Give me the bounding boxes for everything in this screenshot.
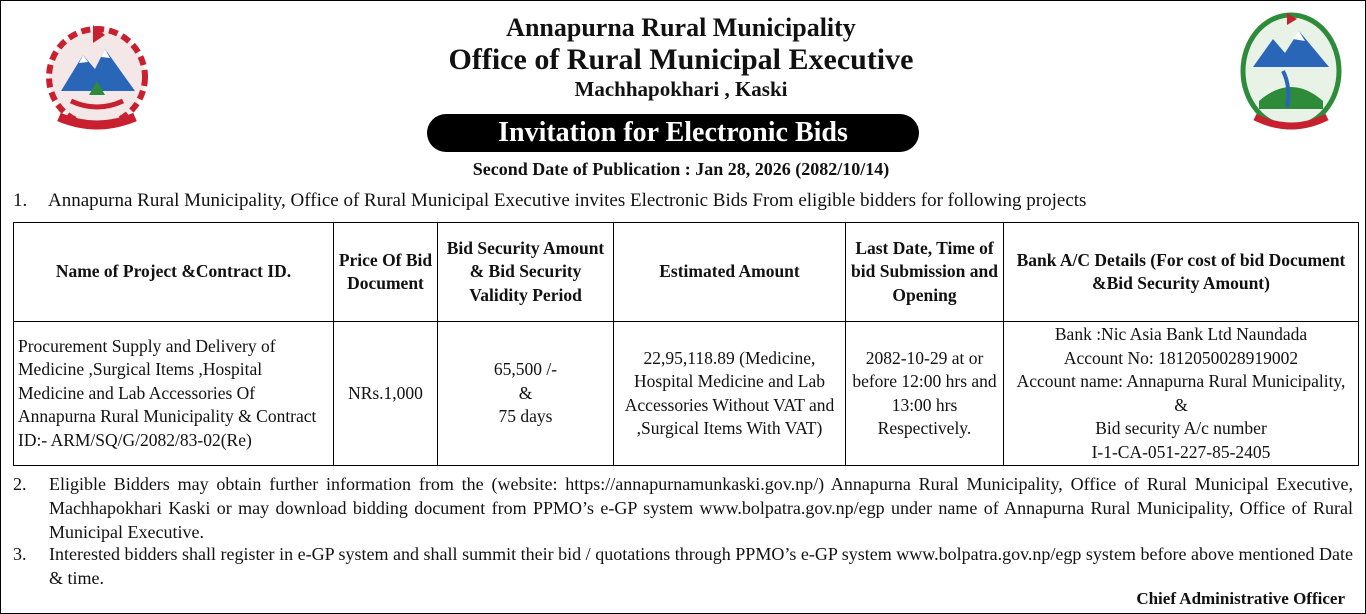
cell-deadline: 2082-10-29 at or before 12:00 hrs and 13:00 hrs Respectively. [846,322,1004,466]
bank-line: Bank :Nic Asia Bank Ltd Naundada [1054,324,1308,344]
security-period: 75 days [498,406,553,427]
header-estimated: Estimated Amount [614,223,846,322]
paragraph-number: 3. [13,544,27,564]
cell-estimated: 22,95,118.89 (Medicine, Hospital Medicine and Lab Accessories Without VAT and ,Surgical Items With VAT) [614,322,846,466]
bank-line: Bid security A/c number [1095,418,1267,438]
nepal-government-emblem-icon [31,21,163,133]
paragraph-text: Eligible Bidders may obtain further information from the (website: https://annapurnamunkaski.gov.np/) Annapurna Rural Municipality, Office of Rural Municipal Executive, Machhapokhari Kaski or may download bidding document from PPMO’s e-GP system www.bolpatra.gov.np/egp under name of Annapurna Rural Municipality, Office of Rural Municipal Executive. [49,474,1353,542]
bank-line: Account No: 1812050028919002 [1063,347,1299,368]
paragraph-text: Interested bidders shall register in e-GP system and shall summit their bid / quotations through PPMO’s e-GP system www.bolpatra.gov.np/egp system before above mentioned Date & time. [49,544,1353,588]
paragraph-2 [13,472,1353,544]
cell-price: NRs.1,000 [334,322,438,466]
header-price: Price Of Bid Document [334,223,438,322]
security-and: & [518,382,533,403]
annapurna-municipality-logo-icon [1239,9,1343,139]
header-deadline: Last Date, Time of bid Submission and Opening [846,223,1004,322]
bank-line: Account name: Annapurna Rural Municipality, & [1016,371,1346,415]
cell-bank [1004,322,1359,466]
publication-date: Second Date of Publication : Jan 28, 2026 (2082/10/14) [472,159,890,179]
notice-header [301,13,1061,101]
paragraph-number: 1. [13,190,28,211]
paragraph-number: 2. [13,474,27,494]
cell-project: Procurement Supply and Delivery of Medicine ,Surgical Items ,Hospital Medicine and Lab Accessories Of Annapurna Rural Municipality & Contract ID:- ARM/SQ/G/2082/83-02(Re) [14,322,334,466]
municipality-name: Annapurna Rural Municipality [506,13,856,42]
cell-security [438,322,614,466]
paragraph-text: Annapurna Rural Municipality, Office of Rural Municipal Executive invites Electronic Bids From eligible bidders for following projects [48,190,1087,211]
header-bank: Bank A/C Details (For cost of bid Document &Bid Security Amount) [1004,223,1359,322]
paragraph-1 [13,190,1353,212]
office-name: Office of Rural Municipal Executive [448,43,914,76]
header-security: Bid Security Amount & Bid Security Validity Period [438,223,614,322]
signature: Chief Administrative Officer [1136,589,1345,608]
office-location: Machhapokhari , Kaski [574,77,788,101]
security-amount: 65,500 /- [493,359,558,380]
table-header-row [14,223,1359,322]
paragraph-3 [13,542,1353,590]
table-row [14,322,1359,466]
bank-line: I-1-CA-051-227-85-2405 [1091,441,1271,462]
notice-title: Invitation for Electronic Bids [427,114,919,152]
header-project: Name of Project &Contract ID. [14,223,334,322]
bid-table [13,222,1359,466]
